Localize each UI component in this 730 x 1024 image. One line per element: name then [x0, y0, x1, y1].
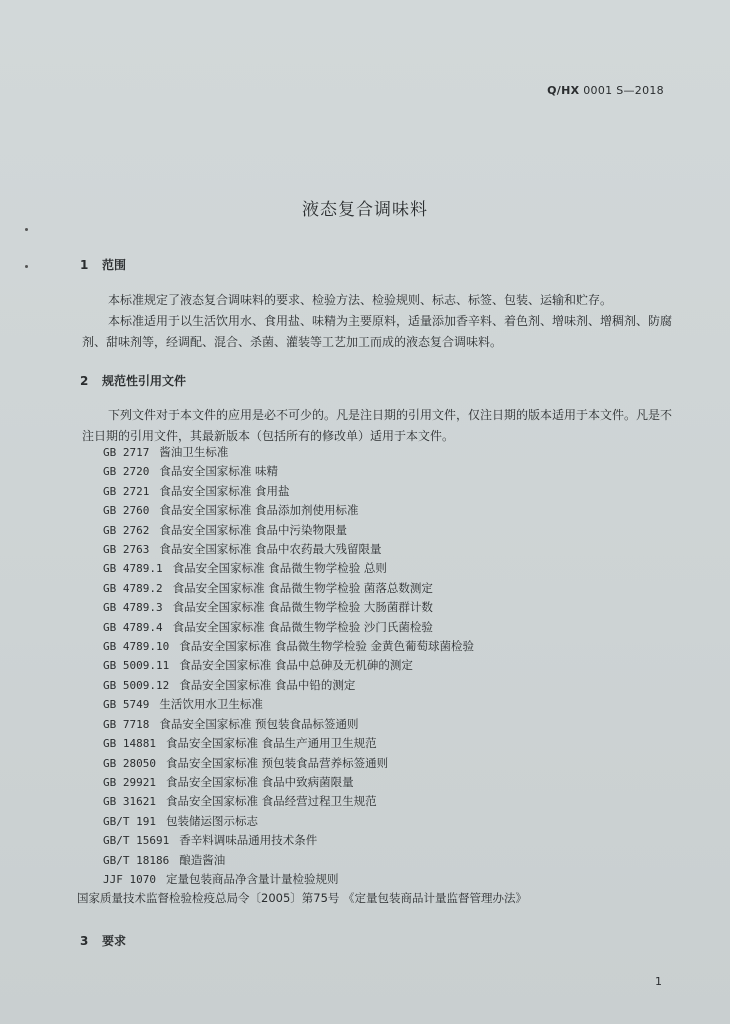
reference-code: JJF 1070	[103, 872, 156, 886]
reference-item	[103, 676, 527, 695]
reference-title: 食品安全国家标准 食品中致病菌限量	[165, 774, 354, 789]
reference-item	[103, 870, 527, 889]
reference-code: GB/T 15691	[103, 834, 170, 848]
reference-item	[103, 521, 527, 540]
reference-code: GB 31621	[103, 795, 156, 809]
reference-item	[103, 540, 527, 559]
reference-title: 食品安全国家标准 食用盐	[159, 483, 290, 498]
reference-title: 食品安全国家标准 食品经营过程卫生规范	[165, 794, 377, 809]
reference-code: GB 7718	[103, 717, 150, 731]
scan-speck	[25, 265, 28, 268]
reference-title: 食品安全国家标准 食品添加剂使用标准	[159, 503, 359, 518]
reference-item	[103, 695, 527, 714]
reference-item	[103, 656, 527, 675]
paragraph: 本标准规定了液态复合调味料的要求、检验方法、检验规则、标志、标签、包装、运输和贮存。	[108, 293, 613, 307]
reference-code: GB 4789.1	[103, 562, 163, 576]
reference-title: 食品安全国家标准 食品微生物学检验 总则	[172, 561, 387, 576]
reference-code: GB 2760	[103, 504, 150, 518]
red-stamp-seal	[708, 378, 730, 528]
reference-code: GB 29921	[103, 775, 156, 789]
reference-title: 食品安全国家标准 食品中总砷及无机砷的测定	[179, 658, 413, 673]
reference-title: 食品安全国家标准 食品中农药最大残留限量	[159, 542, 382, 557]
reference-title: 食品安全国家标准 食品中铅的测定	[179, 677, 356, 692]
reference-title: 食品安全国家标准 食品生产通用卫生规范	[165, 736, 377, 751]
section-2-intro	[82, 405, 672, 447]
reference-item	[77, 889, 527, 908]
standard-code-number: 0001 S—2018	[579, 84, 664, 97]
section-3-heading	[80, 932, 126, 949]
reference-item	[103, 637, 527, 656]
document-title: 液态复合调味料	[302, 200, 428, 220]
paragraph: 本标准适用于以生活饮用水、食用盐、味精为主要原料，适量添加香辛料、着色剂、增味剂、增稠剂、防腐剂、甜味剂等，经调配、混合、杀菌、灌装等工艺加工而成的液态复合调味料。	[82, 314, 673, 349]
reference-code: GB 28050	[103, 756, 156, 770]
reference-item	[103, 443, 527, 462]
section-2-heading	[80, 372, 186, 389]
reference-code: GB 2763	[103, 543, 150, 557]
section-title: 范围	[102, 258, 127, 272]
reference-code: GB 4789.10	[103, 640, 170, 654]
reference-code: GB 5009.12	[103, 678, 170, 692]
reference-item	[103, 773, 527, 792]
reference-code: GB/T 18186	[103, 853, 170, 867]
reference-code: GB 5009.11	[103, 659, 170, 673]
reference-code: GB 4789.4	[103, 620, 163, 634]
reference-code: GB 5749	[103, 698, 150, 712]
reference-item	[103, 598, 527, 617]
reference-title: 食品安全国家标准 预包装食品标签通则	[159, 716, 359, 731]
reference-item	[103, 462, 527, 481]
paragraph: 下列文件对于本文件的应用是必不可少的。凡是注日期的引用文件，仅注日期的版本适用于本文件。凡是不注日期的引用文件，其最新版本（包括所有的修改单）适用于本文件。	[82, 408, 673, 443]
section-number: 3	[80, 934, 89, 948]
reference-code: GB 2717	[103, 446, 150, 459]
section-1-heading	[80, 256, 126, 273]
reference-item	[103, 715, 527, 734]
section-number: 1	[80, 258, 89, 272]
reference-list	[77, 443, 528, 909]
reference-code: GB 4789.3	[103, 601, 163, 615]
reference-title: 食品安全国家标准 味精	[159, 464, 279, 479]
reference-code: GB/T 191	[103, 814, 156, 828]
scan-speck	[25, 228, 28, 231]
reference-title: 食品安全国家标准 食品微生物学检验 菌落总数测定	[172, 580, 433, 595]
reference-title: 食品安全国家标准 食品微生物学检验 金黄色葡萄球菌检验	[179, 639, 475, 654]
reference-item	[103, 559, 527, 578]
reference-item	[103, 812, 527, 831]
reference-code: GB 2720	[103, 465, 150, 479]
section-1-body	[82, 290, 672, 353]
reference-item	[103, 792, 527, 811]
reference-title: 香辛料调味品通用技术条件	[179, 833, 318, 848]
reference-code: GB 2762	[103, 523, 150, 537]
reference-item	[103, 618, 527, 637]
reference-item	[103, 754, 527, 773]
reference-title: 食品安全国家标准 食品中污染物限量	[159, 522, 348, 537]
standard-code	[547, 84, 664, 97]
reference-code: GB 14881	[103, 737, 156, 751]
reference-item	[103, 734, 527, 753]
section-number: 2	[80, 374, 89, 388]
reference-title: 酿造酱油	[179, 852, 226, 867]
standard-code-prefix: Q/HX	[547, 84, 580, 97]
reference-title: 定量包装商品净含量计量检验规则	[165, 871, 339, 886]
reference-title: 包装储运图示标志	[165, 813, 258, 828]
reference-code: GB 2721	[103, 484, 150, 498]
section-title: 规范性引用文件	[102, 374, 187, 388]
reference-item	[103, 851, 527, 870]
reference-item	[103, 831, 527, 850]
reference-title: 食品安全国家标准 预包装食品营养标签通则	[165, 755, 389, 770]
reference-item	[103, 482, 527, 501]
reference-title: 食品安全国家标准 食品微生物学检验 沙门氏菌检验	[172, 619, 433, 634]
reference-item	[103, 501, 527, 520]
page-number: 1	[655, 975, 662, 988]
reference-title: 生活饮用水卫生标准	[159, 697, 263, 712]
section-title: 要求	[102, 934, 127, 948]
reference-title: 国家质量技术监督检验检疫总局令〔2005〕第75号 《定量包装商品计量监督管理办法》	[77, 891, 528, 906]
reference-item	[103, 579, 527, 598]
reference-title: 酱油卫生标准	[159, 445, 229, 459]
reference-title: 食品安全国家标准 食品微生物学检验 大肠菌群计数	[172, 600, 433, 615]
reference-code: GB 4789.2	[103, 581, 163, 595]
